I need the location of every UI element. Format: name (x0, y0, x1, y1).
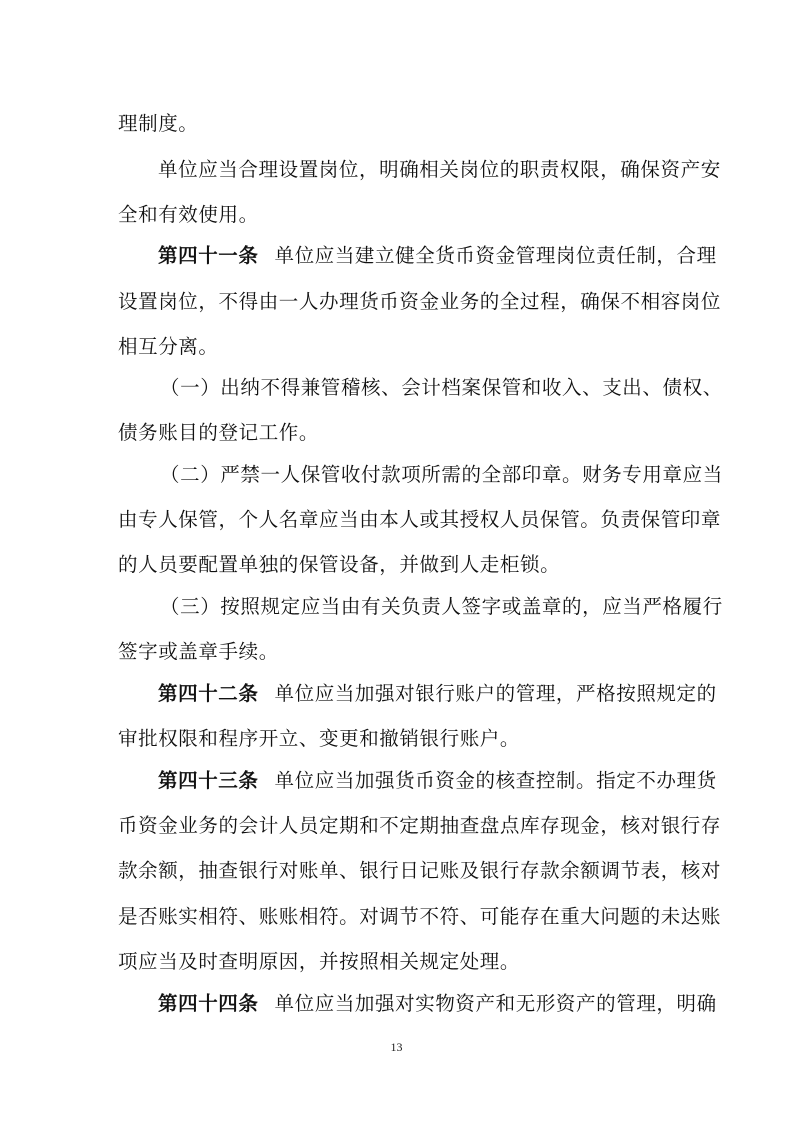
text-run: 单位应当加强对银行账户的管理，严格按照规定的 (274, 682, 717, 705)
text-line: 币资金业务的会计人员定期和不定期抽查盘点库存现金，核对银行存 (118, 814, 722, 837)
text-run: 单位应当建立健全货币资金管理岗位责任制，合理 (274, 244, 717, 267)
article-number: 第四十四条 (158, 992, 259, 1015)
text-line: 款余额，抽查银行对账单、银行日记账及银行存款余额调节表，核对 (118, 859, 722, 882)
text-line: 债务账目的登记工作。 (118, 421, 320, 444)
text-line: 设置岗位，不得由一人办理货币资金业务的全过程，确保不相容岗位 (118, 290, 722, 313)
text-line: （一）出纳不得兼管稽核、会计档案保管和收入、支出、债权、 (160, 376, 723, 399)
text-line: 项应当及时查明原因，并按照相关规定处理。 (118, 950, 521, 973)
article-43-line (158, 769, 717, 793)
text-line: 是否账实相符、账账相符。对调节不符、可能存在重大问题的未达账 (118, 905, 722, 928)
article-44-line (158, 992, 717, 1016)
article-number: 第四十二条 (158, 682, 259, 705)
text-line: 审批权限和程序开立、变更和撤销银行账户。 (118, 727, 521, 750)
article-number: 第四十三条 (158, 769, 259, 792)
text-line: 单位应当合理设置岗位，明确相关岗位的职责权限，确保资产安 (158, 158, 721, 181)
text-line: 由专人保管，个人名章应当由本人或其授权人员保管。负责保管印章 (118, 508, 722, 531)
article-number: 第四十一条 (158, 244, 259, 267)
text-run: 单位应当加强对实物资产和无形资产的管理，明确 (274, 992, 717, 1015)
article-41-line (158, 244, 717, 268)
text-run: 单位应当加强货币资金的核查控制。指定不办理货 (274, 769, 717, 792)
text-line: 全和有效使用。 (118, 203, 259, 226)
page-number: 13 (390, 1040, 403, 1054)
text-line: 签字或盖章手续。 (118, 640, 279, 663)
article-42-line (158, 682, 717, 706)
text-line: 理制度。 (118, 112, 199, 135)
text-line: （三）按照规定应当由有关负责人签字或盖章的，应当严格履行 (160, 595, 723, 618)
text-line: 的人员要配置单独的保管设备，并做到人走柜锁。 (118, 553, 561, 576)
text-line: 相互分离。 (118, 335, 219, 358)
text-line: （二）严禁一人保管收付款项所需的全部印章。财务专用章应当 (160, 463, 723, 486)
